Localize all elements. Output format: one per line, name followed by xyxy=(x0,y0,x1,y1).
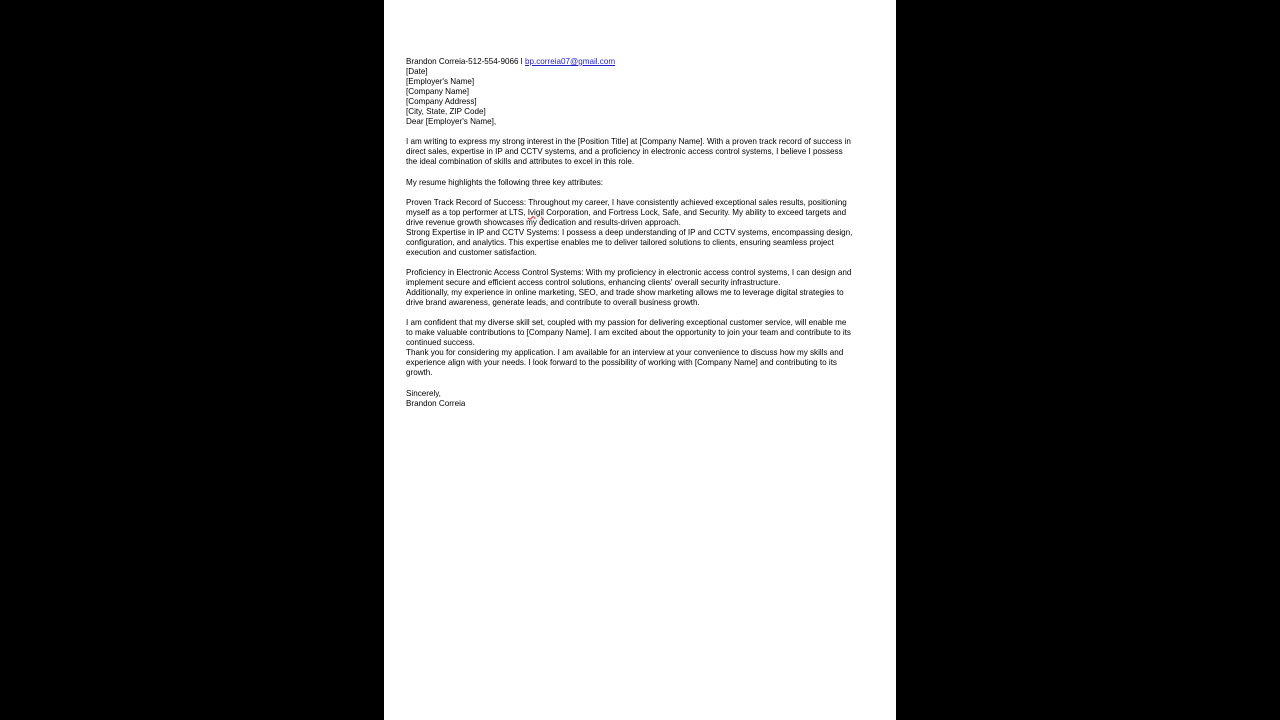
closing-salutation: Sincerely, xyxy=(406,388,441,398)
closing-block xyxy=(406,318,854,378)
confidence-paragraph: I am confident that my diverse skill set, coupled with my passion for delivering exceptional customer service, will enable me to make valuable contributions to [Company Name]. I am excited about the opportunity to join your team and contribute to its continued success. xyxy=(406,318,851,348)
intro-paragraph-block xyxy=(406,137,854,167)
additional-experience-paragraph: Additionally, my experience in online marketing, SEO, and trade show marketing allows me to leverage digital strategies to drive brand awareness, generate leads, and contribute to overall business growth. xyxy=(406,288,844,308)
attribute-one-text-after: Corporation, and Fortress Lock, Safe, and Security. My ability to exceed targets and drive revenue growth showcases my dedication and results-driven approach. xyxy=(406,207,847,227)
attribute-two-paragraph: Strong Expertise in IP and CCTV Systems: I possess a deep understanding of IP and CCTV systems, encompassing design, configuration, and analytics. This expertise enables me to deliver tailored solutions to clients, ensuring seamless project execution and customer satisfaction. xyxy=(406,227,853,257)
company-name-placeholder: [Company Name] xyxy=(406,87,469,97)
attributes-block-one xyxy=(406,198,854,258)
contact-line xyxy=(406,57,854,67)
lead-in-line: My resume highlights the following three key attributes: xyxy=(406,177,604,187)
attribute-one-text-before: Proven Track Record of Success: Throughout my career, I have consistently achieved exceptional sales results, positioning myself as a top performer at LTS, xyxy=(406,197,847,217)
letter-header-block xyxy=(406,57,854,127)
attributes-block-two xyxy=(406,268,854,308)
misspelled-word[interactable]: Ivigil xyxy=(527,207,544,217)
company-address-placeholder: [Company Address] xyxy=(406,97,477,107)
contact-separator: l xyxy=(520,57,523,66)
salutation-line: Dear [Employer's Name], xyxy=(406,117,497,127)
sender-name: Brandon Correia xyxy=(406,57,466,66)
sender-email-link[interactable]: bp.correia07@gmail.com xyxy=(525,57,616,66)
employer-name-placeholder: [Employer's Name] xyxy=(406,77,475,87)
sender-phone: -512-554-9066 xyxy=(465,57,519,66)
signature-block xyxy=(406,389,854,409)
attribute-three-paragraph: Proficiency in Electronic Access Control Systems: With my proficiency in electronic access control systems, I can design and implement secure and efficient access control solutions, enhancing clients' overall security infrastructure. xyxy=(406,267,852,288)
attribute-one-paragraph xyxy=(406,198,854,228)
thank-you-paragraph: Thank you for considering my application. I am available for an interview at your convenience to discuss how my skills and experience align with your needs. I look forward to the possibility of working with [Company Name] and contributing to its growth. xyxy=(406,348,844,378)
date-placeholder: [Date] xyxy=(406,67,428,77)
document-text-body[interactable] xyxy=(406,57,854,409)
intro-paragraph: I am writing to express my strong interest in the [Position Title] at [Company Name]. With a proven track record of success in direct sales, expertise in IP and CCTV systems, and a proficiency in electronic access control systems, I believe I possess the ideal combination of skills and attributes to excel in this role. xyxy=(406,137,851,167)
city-state-zip-placeholder: [City, State, ZIP Code] xyxy=(406,107,486,117)
signature-name: Brandon Correia xyxy=(406,398,466,408)
document-page xyxy=(384,0,896,720)
lead-in-block xyxy=(406,178,854,188)
